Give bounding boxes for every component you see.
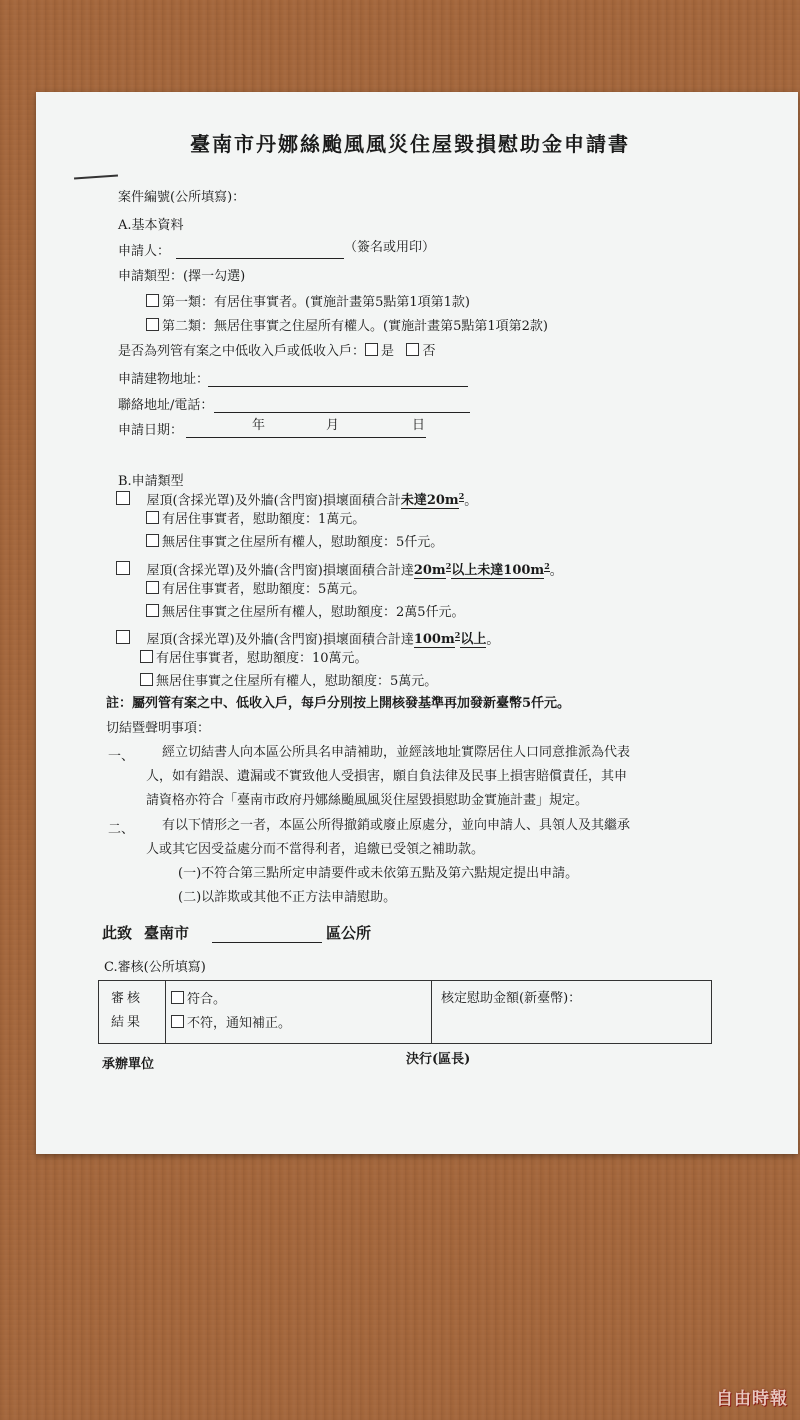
publisher-watermark: 自由時報	[716, 1389, 788, 1409]
item-2-sub1: (一)不符合第三點所定申請要件或未依第五點及第六點規定提出申請。	[178, 866, 579, 881]
handling-unit-label: 承辦單位	[102, 1057, 155, 1072]
date-month: 月	[326, 418, 340, 433]
closing-office: 區公所	[326, 924, 372, 942]
b2-option2[interactable]: 無居住事實之住屋所有權人，慰助額度：2萬5仟元。	[146, 604, 465, 621]
review-table	[98, 980, 712, 1044]
review-label-line1: 審核	[111, 991, 144, 1006]
review-label-line2: 結果	[111, 1015, 144, 1030]
low-income-question: 是否為列管有案之中低收入戶或低收入戶： 是 否	[118, 344, 436, 359]
application-type-label: 申請類型：(擇一勾選)	[118, 269, 246, 284]
b3-option1-checkbox[interactable]	[140, 650, 153, 663]
contact-label: 聯絡地址/電話：	[118, 398, 214, 413]
review-fail-option[interactable]: 不符，通知補正。	[171, 1015, 291, 1032]
type1-checkbox[interactable]	[146, 294, 159, 307]
b2-option1[interactable]: 有居住事實者，慰助額度：5萬元。	[146, 581, 365, 598]
form-title: 臺南市丹娜絲颱風風災住屋毀損慰助金申請書	[190, 132, 630, 156]
approved-amount-label: 核定慰助金額(新臺幣)：	[441, 991, 582, 1006]
contact-field[interactable]	[214, 412, 470, 413]
b2-option2-checkbox[interactable]	[146, 604, 159, 617]
applicant-sign-note: （簽名或用印）	[344, 240, 436, 255]
date-label: 申請日期：	[118, 423, 184, 438]
section-a-heading: A.基本資料	[118, 218, 184, 233]
case-number-label: 案件編號(公所填寫)：	[118, 190, 246, 205]
b2-option1-checkbox[interactable]	[146, 581, 159, 594]
type1-option[interactable]: 第一類：有居住事實者。(實施計畫第5點第1項第1款)	[146, 294, 470, 311]
review-pass-checkbox[interactable]	[171, 991, 184, 1004]
b3-option2-checkbox[interactable]	[140, 673, 153, 686]
item-2-sub2: (二)以詐欺或其他不正方法申請慰助。	[178, 890, 397, 905]
section-c-heading: C.審核(公所填寫)	[104, 960, 206, 975]
b1-group: 屋頂(含採光罩)及外牆(含門窗)損壞面積合計未達$20m^2$。	[116, 488, 477, 509]
review-options-cell	[165, 981, 432, 1043]
item-2-line2: 人或其它因受益處分而不當得利者，追繳已受領之補助款。	[146, 842, 485, 857]
section-b-heading: B.申請類型	[118, 474, 184, 489]
review-pass-option[interactable]: 符合。	[171, 991, 226, 1008]
type2-option[interactable]: 第二類：無居住事實之住屋所有權人。(實施計畫第5點第1項第2款)	[146, 318, 548, 335]
low-income-no-checkbox[interactable]	[406, 343, 419, 356]
closing-city: 臺南市	[144, 924, 190, 942]
b2-checkbox[interactable]	[116, 561, 130, 575]
item-1-number: 一、	[108, 749, 135, 764]
application-form-paper	[36, 92, 798, 1154]
b3-group: 屋頂(含採光罩)及外牆(含門窗)損壞面積合計達$100m^2$以上。	[116, 627, 499, 648]
b1-option1-checkbox[interactable]	[146, 511, 159, 524]
b1-option2[interactable]: 無居住事實之住屋所有權人，慰助額度：5仟元。	[146, 534, 443, 551]
district-field[interactable]	[212, 942, 322, 943]
closing-to: 此致	[102, 924, 133, 942]
b1-option1[interactable]: 有居住事實者，慰助額度：1萬元。	[146, 511, 365, 528]
date-day: 日	[412, 418, 426, 433]
low-income-note: 註：屬列管有案之中、低收入戶，每戶分別按上開核發基準再加發新臺幣5仟元。	[106, 696, 571, 711]
review-result-label-cell	[99, 981, 166, 1043]
item-2-number: 二、	[108, 822, 135, 837]
declaration-heading: 切結暨聲明事項：	[106, 721, 211, 736]
building-address-field[interactable]	[208, 386, 468, 387]
approval-chief-label: 決行(區長)	[406, 1052, 471, 1067]
type2-checkbox[interactable]	[146, 318, 159, 331]
item-1-line1: 經立切結書人向本區公所具名申請補助，並經該地址實際居住人口同意推派為代表	[162, 745, 631, 760]
review-fail-checkbox[interactable]	[171, 1015, 184, 1028]
b2-group: 屋頂(含採光罩)及外牆(含門窗)損壞面積合計達$20m^2$以上未達$100m^2$。	[116, 558, 563, 579]
item-2-line1: 有以下情形之一者，本區公所得撤銷或廢止原處分，並向申請人、具領人及其繼承	[162, 818, 631, 833]
b3-checkbox[interactable]	[116, 630, 130, 644]
item-1-line2: 人，如有錯誤、遺漏或不實致他人受損害，願自負法律及民事上損害賠償責任，其申	[146, 769, 628, 784]
b3-option2[interactable]: 無居住事實之住屋所有權人，慰助額度：5萬元。	[140, 673, 437, 690]
low-income-yes-checkbox[interactable]	[365, 343, 378, 356]
date-field[interactable]	[186, 437, 426, 438]
b1-checkbox[interactable]	[116, 491, 130, 505]
b1-option2-checkbox[interactable]	[146, 534, 159, 547]
applicant-signature-line[interactable]	[176, 258, 344, 259]
applicant-label: 申請人：	[118, 244, 171, 259]
b3-option1[interactable]: 有居住事實者，慰助額度：10萬元。	[140, 650, 368, 667]
building-address-label: 申請建物地址：	[118, 372, 210, 387]
item-1-line3: 請資格亦符合「臺南市政府丹娜絲颱風風災住屋毀損慰助金實施計畫」規定。	[146, 793, 589, 808]
date-year: 年	[252, 418, 266, 433]
